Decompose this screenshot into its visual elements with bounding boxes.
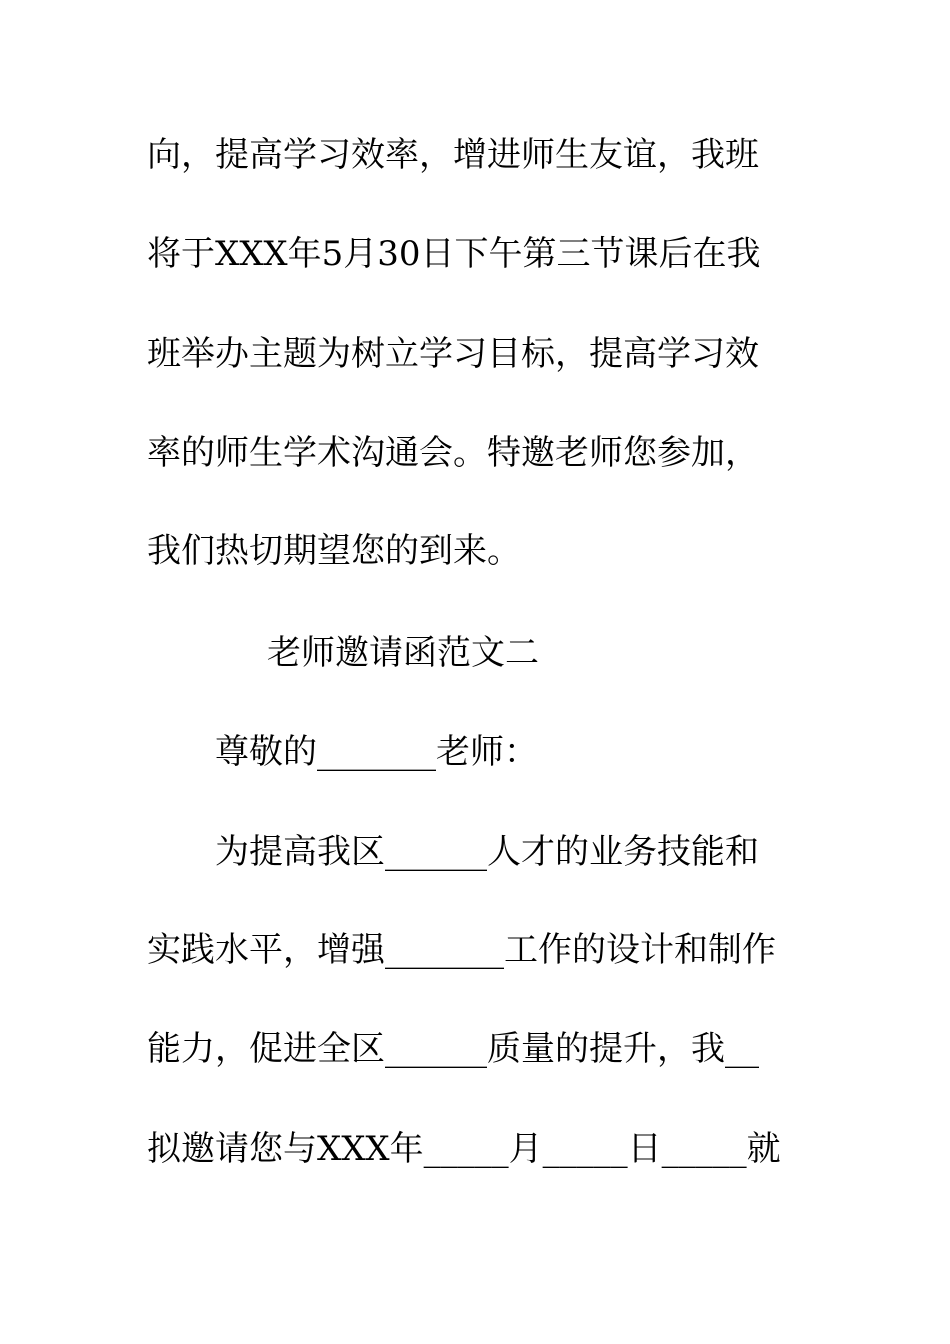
paragraph-line: 向，提高学习效率，增进师生友谊，我班 (147, 135, 759, 175)
paragraph-line: 我们热切期望您的到来。 (147, 531, 521, 571)
paragraph-line: 为提高我区______人才的业务技能和 (215, 832, 759, 872)
paragraph-line: 拟邀请您与XXX年_____月_____日_____就 (147, 1129, 781, 1169)
paragraph-line: 将于XXX年5月30日下午第三节课后在我 (147, 234, 761, 274)
salutation: 尊敬的_______老师： (215, 732, 538, 772)
paragraph-line: 能力，促进全区______质量的提升，我__ (147, 1029, 759, 1069)
paragraph-line: 率的师生学术沟通会。特邀老师您参加， (147, 433, 759, 473)
paragraph-line: 实践水平，增强_______工作的设计和制作 (147, 930, 776, 970)
paragraph-line: 班举办主题为树立学习目标，提高学习效 (147, 334, 759, 374)
section-heading: 老师邀请函范文二 (267, 633, 539, 673)
